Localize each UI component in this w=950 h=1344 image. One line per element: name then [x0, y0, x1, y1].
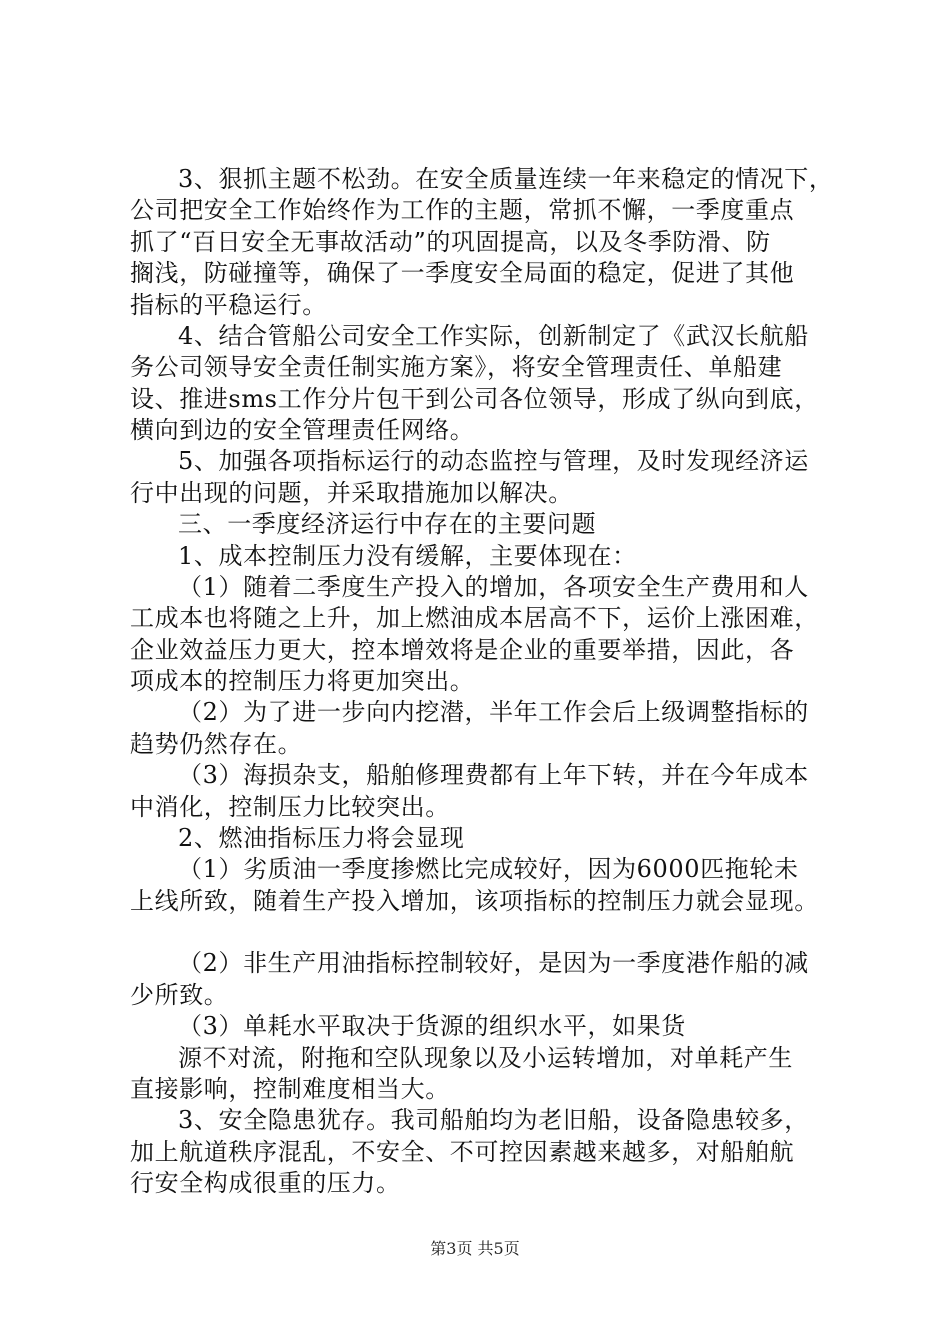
paragraph-line: 源不对流，附拖和空队现象以及小运转增加，对单耗产生	[178, 1044, 793, 1072]
paragraph-line: 少所致。	[130, 981, 229, 1009]
paragraph-line: 抓了“百日安全无事故活动”的巩固提高，以及冬季防滑、防	[130, 228, 771, 256]
paragraph-line: 3、安全隐患犹存。我司船舶均为老旧船，设备隐患较多，	[178, 1106, 809, 1134]
section-heading: 三、一季度经济运行中存在的主要问题	[178, 510, 597, 538]
paragraph-line: 项成本的控制压力将更加突出。	[130, 667, 475, 695]
paragraph-line: 工成本也将随之上升，加上燃油成本居高不下，运价上涨困难，	[130, 604, 819, 632]
paragraph-line: 加上航道秩序混乱，不安全、不可控因素越来越多，对船舶航	[130, 1138, 795, 1166]
paragraph-line: 公司把安全工作始终作为工作的主题，常抓不懈，一季度重点	[130, 196, 795, 224]
paragraph-line: 指标的平稳运行。	[130, 291, 327, 319]
paragraph-line: 中消化，控制压力比较突出。	[130, 793, 450, 821]
paragraph-line: （1）劣质油一季度掺燃比完成较好，因为6000匹拖轮未	[178, 855, 799, 883]
paragraph-line: 搁浅，防碰撞等，确保了一季度安全局面的稳定，促进了其他	[130, 259, 795, 287]
paragraph-line: 3、狠抓主题不松劲。在安全质量连续一年来稳定的情况下，	[178, 165, 834, 193]
paragraph-line: 5、加强各项指标运行的动态监控与管理，及时发现经济运	[178, 447, 809, 475]
paragraph-line: （2）非生产用油指标控制较好，是因为一季度港作船的减	[178, 949, 809, 977]
paragraph-line: 直接影响，控制难度相当大。	[130, 1075, 450, 1103]
paragraph-line: 1、成本控制压力没有缓解，主要体现在：	[178, 542, 637, 570]
paragraph-line: 横向到边的安全管理责任网络。	[130, 416, 475, 444]
paragraph-line: 趋势仍然存在。	[130, 730, 303, 758]
paragraph-line: 4、结合管船公司安全工作实际，创新制定了《武汉长航船	[178, 322, 809, 350]
page-number-footer: 第3页 共5页	[430, 1239, 520, 1258]
paragraph-line: 企业效益压力更大，控本增效将是企业的重要举措，因此，各	[130, 636, 795, 664]
paragraph-line: （3）海损杂支，船舶修理费都有上年下转，并在今年成本	[178, 761, 809, 789]
paragraph-line: 2、燃油指标压力将会显现	[178, 824, 465, 852]
paragraph-line: 行安全构成很重的压力。	[130, 1169, 401, 1197]
paragraph-line: 设、推进sms工作分片包干到公司各位领导，形成了纵向到底，	[130, 385, 819, 413]
paragraph-line: （3）单耗水平取决于货源的组织水平，如果货	[178, 1012, 686, 1040]
paragraph-line: 上线所致，随着生产投入增加，该项指标的控制压力就会显现。	[130, 887, 819, 915]
paragraph-line: 务公司领导安全责任制实施方案》，将安全管理责任、单船建	[130, 353, 783, 381]
paragraph-line: 行中出现的问题，并采取措施加以解决。	[130, 479, 573, 507]
paragraph-line: （1）随着二季度生产投入的增加，各项安全生产费用和人	[178, 573, 809, 601]
paragraph-line: （2）为了进一步向内挖潜，半年工作会后上级调整指标的	[178, 698, 809, 726]
